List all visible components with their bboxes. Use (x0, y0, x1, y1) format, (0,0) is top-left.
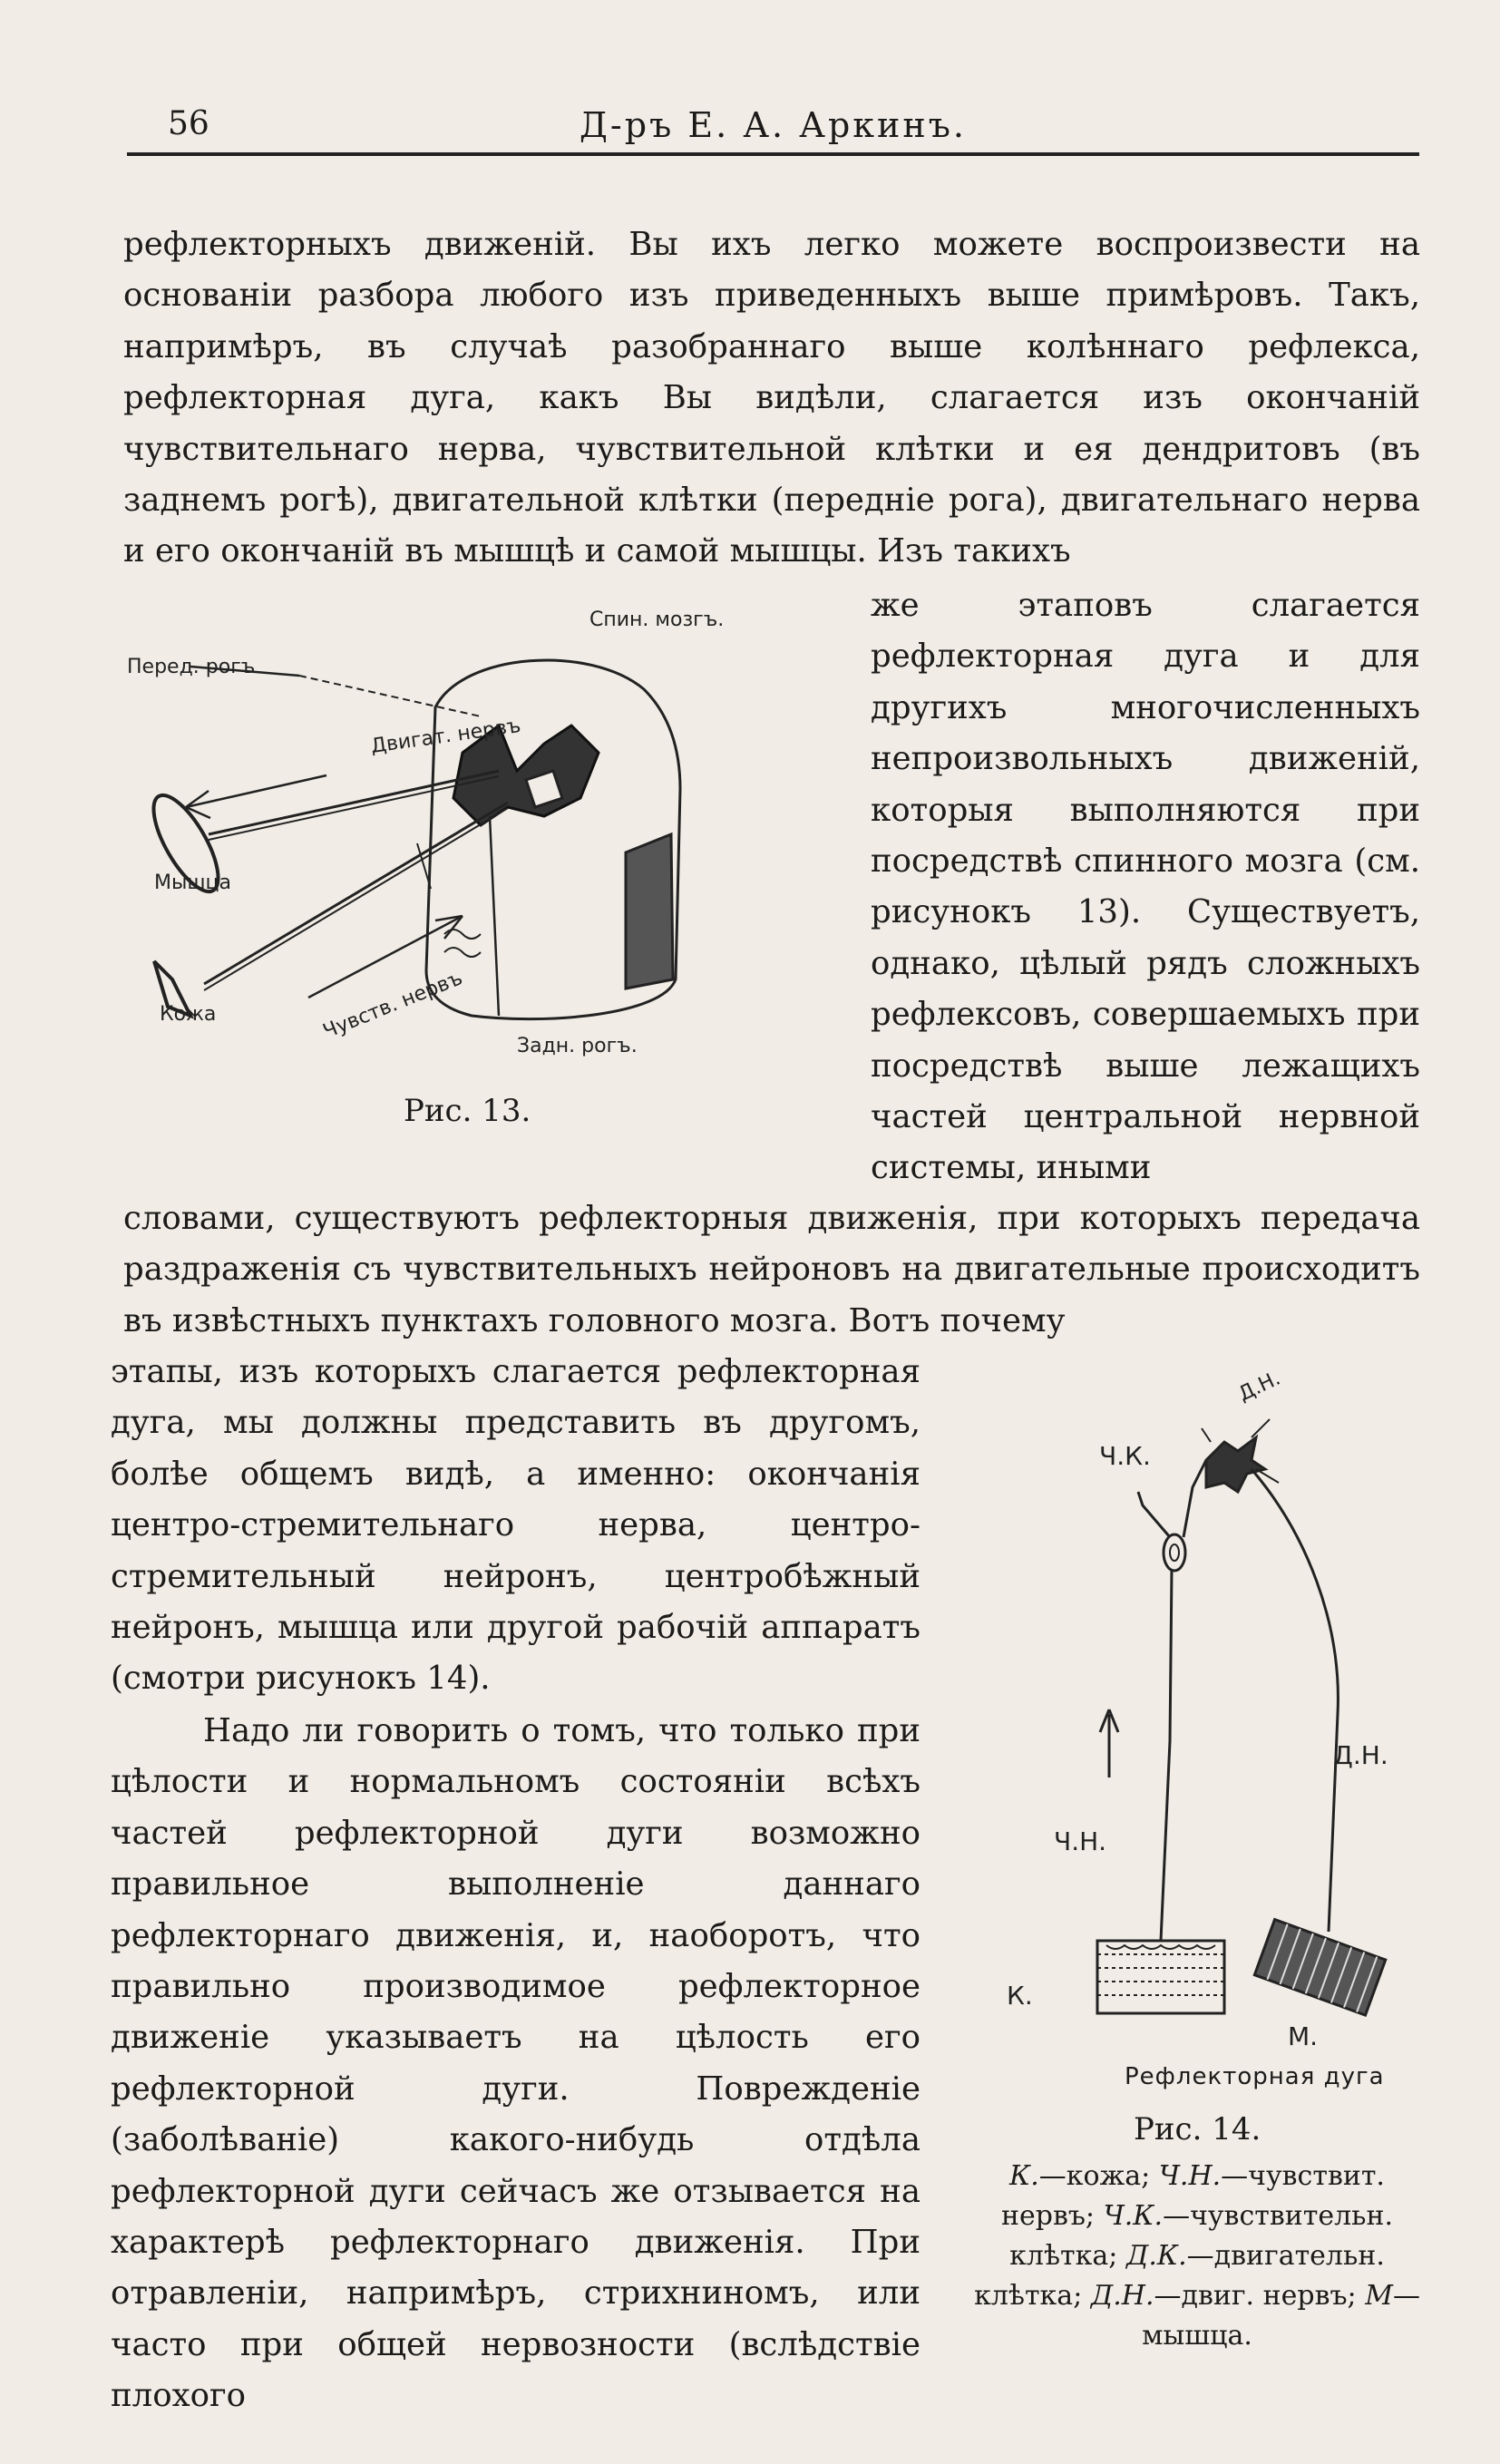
label-skin: Кожа (160, 1003, 217, 1026)
label-fig14-k: К. (1007, 1981, 1033, 2011)
paragraph-beside-figure-13 (871, 580, 1420, 1194)
figure-14-caption: Рис. 14. (1134, 2111, 1261, 2147)
legend-dn-abbr: Д.Н. (1090, 2280, 1154, 2312)
legend-dk-text: —двигательн. клѣтка; (974, 2240, 1385, 2312)
legend-cn-abbr: Ч.Н. (1158, 2160, 1222, 2192)
label-spinal-cord: Спин. мозгъ. (589, 609, 725, 631)
paragraph-reflex-arc (123, 219, 1420, 578)
label-fig14-ck: Ч.К. (1099, 1441, 1151, 1471)
paragraph-text-1: рефлекторныхъ движеній. Вы ихъ легко можете воспроизвести на основаніи разбора любого изъ приведенныхъ выше примѣровъ. Такъ, напримѣръ, въ случаѣ разобраннаго выше колѣннаго рефлекса, рефлекторная дуга, какъ Вы видѣли, слагается изъ окончаній чувствительнаго нерва, чувствительной клѣтки и ея дендритовъ (въ заднемъ рогѣ), двигательной клѣтки (передніе рога), двигательнаго нерва и его окончаній въ мышцѣ и самой мышцы. Изъ такихъ (123, 226, 1420, 570)
figure-13-caption: Рис. 13. (404, 1093, 531, 1129)
label-fig14-m: М. (1288, 2021, 1319, 2051)
label-muscle: Мышца (154, 872, 231, 894)
label-posterior-horn: Задн. рогъ. (517, 1035, 638, 1057)
legend-dn-text: —двиг. нервъ; (1154, 2280, 1357, 2312)
legend-cn-text: —чувствит. нервъ; (1000, 2160, 1385, 2232)
label-motor-nerve: Двигат. нервъ (369, 714, 522, 758)
legend-m-abbr: М (1365, 2280, 1393, 2312)
figure-14-reflex-arc-diagram (979, 1351, 1451, 2167)
header-rule (127, 152, 1419, 156)
label-sensory-nerve: Чувств. нервъ (319, 967, 466, 1044)
legend-k-abbr: К. (1009, 2160, 1039, 2192)
running-head: Д-ръ Е. А. Аркинъ. (580, 105, 967, 145)
paragraph-arc-stages (111, 1347, 920, 1705)
legend-m-text: —мышца. (1142, 2280, 1420, 2352)
legend-dk-abbr: Д.К. (1125, 2240, 1187, 2272)
page-header (127, 98, 1419, 152)
paragraph-text-5: Надо ли говорить о томъ, что только при цѣлости и нормальномъ состояніи всѣхъ частей рефлекторной дуги возможно правильное выполненіе даннаго рефлекторнаго движенія, и, наоборотъ, что правильно производимое рефлекторное движеніе указываетъ на цѣлость его рефлекторной дуги. Поврежденіе (заболѣваніе) какого-нибудь отдѣла рефлекторной дуги сейчасъ же отзывается на характерѣ рефлекторнаго движенія. При отравленіи, напримѣръ, стрихниномъ, или часто при общей нервозности (вслѣдствіе плохого (111, 1712, 920, 2415)
label-fig14-cn: Ч.Н. (1054, 1826, 1107, 1856)
figure-14-title: Рефлекторная дуга (1125, 2063, 1385, 2090)
paragraph-text-2: же этаповъ слагается рефлекторная дуга и для другихъ многочисленныхъ непроизвольныхъ движеній, которыя выполняются при посредствѣ спинного мозга (см. рисунокъ 13). Существуетъ, однако, цѣлый рядъ сложныхъ рефлексовъ, совершаемыхъ при посредствѣ выше лежащихъ частей центральной нервной системы, иными (871, 587, 1420, 1187)
label-fig14-dn-top: Д.Н. (1234, 1367, 1284, 1407)
paragraph-arc-integrity (111, 1706, 920, 2422)
page-number: 56 (168, 105, 209, 142)
legend-k-text: —кожа; (1038, 2160, 1151, 2192)
legend-ck-text: —чувствительн. клѣтка; (1009, 2200, 1393, 2272)
legend-ck-abbr: Ч.К. (1103, 2200, 1164, 2232)
paragraph-brain-reflexes (123, 1193, 1420, 1347)
paragraph-text-4: этапы, изъ которыхъ слагается рефлекторная дуга, мы должны представить въ другомъ, болѣе общемъ видѣ, а именно: окончанія центро-стремительнаго нерва, центро-стремительный нейронъ, центробѣжный нейронъ, мышца или другой рабочій аппаратъ (смотри рисунокъ 14). (111, 1353, 920, 1698)
paragraph-text-3: словами, существуютъ рефлекторныя движенія, при которыхъ передача раздраженія съ чувствительныхъ нейроновъ на двигательные происходитъ въ извѣстныхъ пунктахъ головного мозга. Вотъ почему (123, 1200, 1420, 1339)
label-anterior-horn: Перед. рогъ (127, 656, 256, 678)
figure-14-legend (970, 2157, 1424, 2356)
figure-13-spinal-cord-diagram (118, 589, 862, 1152)
label-fig14-dn: Д.Н. (1333, 1740, 1388, 1770)
